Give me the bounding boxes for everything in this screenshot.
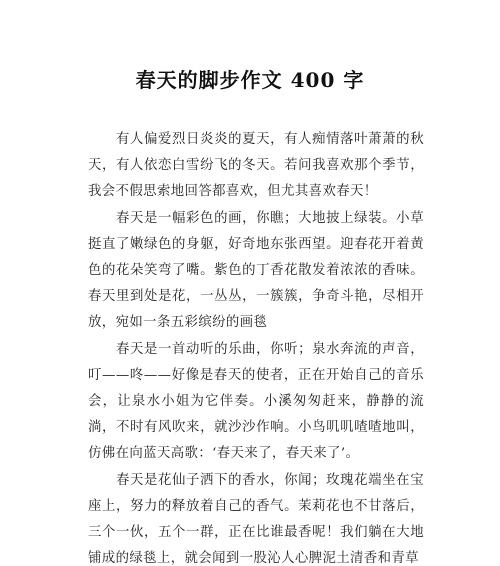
document-title: 春天的脚步作文 400 字 xyxy=(135,68,365,92)
paragraph-3: 春天是一首动听的乐曲，你听；泉水奔流的声音，叮——咚——好像是春天的使者，正在开始自己的音乐会，让泉水小姐为它伴奏。小溪匆匆赶来，静静的流淌，不时有风吹来，就沙沙作响。小鸟叽叽喳喳地叫，仿佛在向蓝天高歌：‘春天来了，春天来了’。 xyxy=(88,341,424,462)
document-body xyxy=(88,127,424,566)
paragraph-1: 有人偏爱烈日炎炎的夏天，有人痴情落叶萧萧的秋天，有人依恋白雪纷飞的冬天。若问我喜欢那个季节，我会不假思索地回答都喜欢，但尤其喜欢春天！ xyxy=(88,132,424,200)
paragraph-2: 春天是一幅彩色的画，你瞧；大地披上绿装。小草挺直了嫩绿色的身躯，好奇地东张西望。迎春花开着黄色的花朵笑弯了嘴。紫色的丁香花散发着浓浓的香味。春天里到处是花，一丛丛，一簇簇，争奇斗艳，尽相开放，宛如一条五彩缤纷的画毯 xyxy=(88,210,424,331)
paragraph-4: 春天是花仙子洒下的香水，你闻；玫瑰花端坐在宝座上，努力的释放着自己的香气。茉莉花也不甘落后，三个一伙，五个一群，正在比谁最香呢！我们躺在大地铺成的绿毯上，就会闻到一股沁人心脾泥土清香和青草 xyxy=(88,472,424,566)
